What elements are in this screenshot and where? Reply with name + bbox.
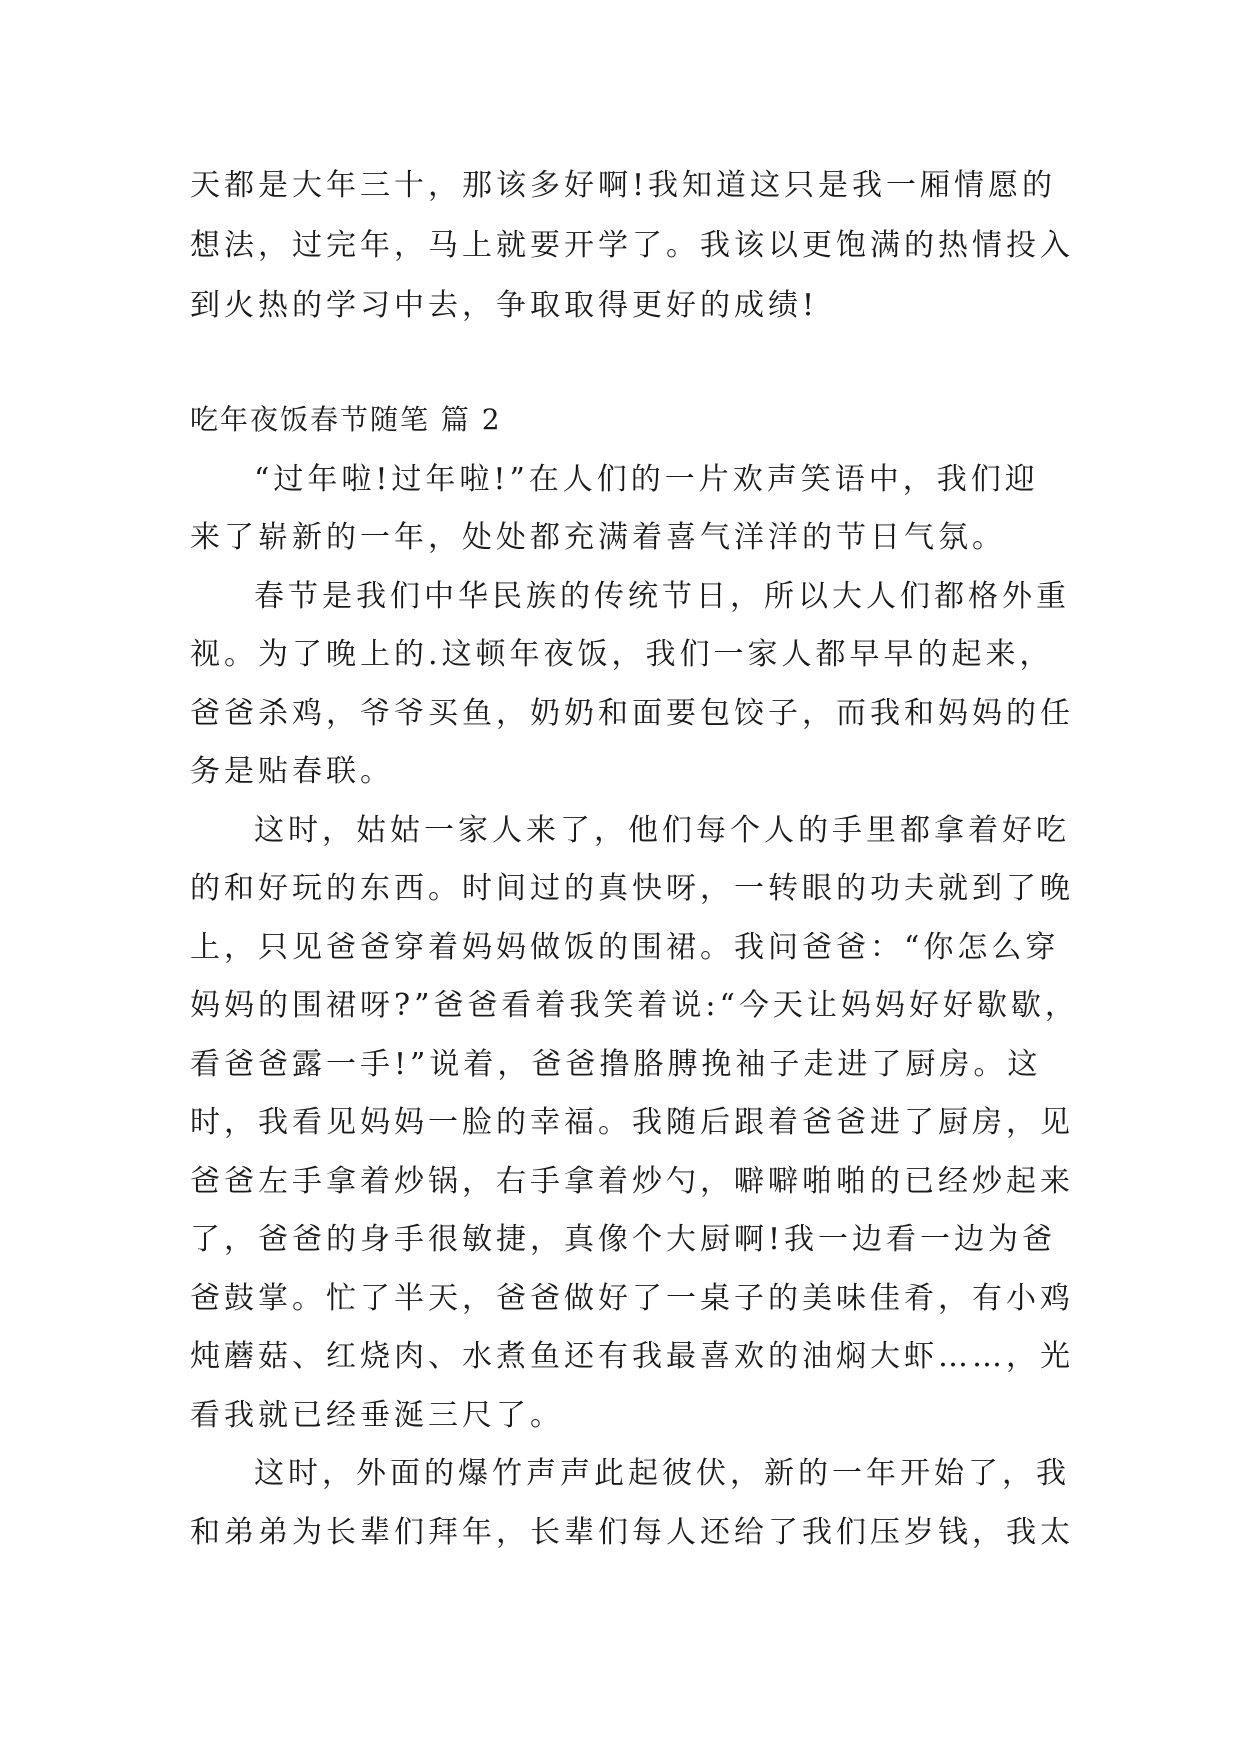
para1-line-1: “过年啦!过年啦!”在人们的一片欢声笑语中，我们迎 xyxy=(254,462,1039,497)
para2-line-4: 务是贴春联。 xyxy=(190,754,394,789)
intro-line-1: 天都是大年三十，那该多好啊!我知道这只是我一厢情愿的 xyxy=(190,168,1057,203)
intro-line-3: 到火热的学习中去，争取取得更好的成绩! xyxy=(190,288,819,323)
para3-line-11: 看我就已经垂涎三尺了。 xyxy=(190,1398,564,1433)
para3-line-4: 妈妈的围裙呀?”爸爸看着我笑着说:“今天让妈妈好好歇歇， xyxy=(190,988,1079,1023)
para4-line-2: 和弟弟为长辈们拜年，长辈们每人还给了我们压岁钱，我太 xyxy=(190,1515,1074,1550)
para3-line-9: 爸鼓掌。忙了半天，爸爸做好了一桌子的美味佳肴，有小鸡 xyxy=(190,1281,1074,1316)
para2-line-1: 春节是我们中华民族的传统节日，所以大人们都格外重 xyxy=(254,579,1070,614)
para4-line-1: 这时，外面的爆竹声声此起彼伏，新的一年开始了，我 xyxy=(254,1456,1070,1491)
para3-line-5: 看爸爸露一手!”说着，爸爸撸胳膊挽袖子走进了厨房。这 xyxy=(190,1047,1042,1082)
intro-line-2: 想法，过完年，马上就要开学了。我该以更饱满的热情投入 xyxy=(190,228,1074,263)
para3-line-3: 上，只见爸爸穿着妈妈做饭的围裙。我问爸爸：“你怎么穿 xyxy=(190,930,1060,965)
para3-line-8: 了，爸爸的身手很敏捷，真像个大厨啊!我一边看一边为爸 xyxy=(190,1222,1057,1257)
section-title: 吃年夜饭春节随笔 篇 2 xyxy=(190,403,502,436)
para3-line-10: 炖蘑菇、红烧肉、水煮鱼还有我最喜欢的油焖大虾……，光 xyxy=(190,1339,1074,1374)
para3-line-1: 这时，姑姑一家人来了，他们每个人的手里都拿着好吃 xyxy=(254,813,1070,848)
para3-line-2: 的和好玩的东西。时间过的真快呀，一转眼的功夫就到了晚 xyxy=(190,871,1074,906)
para3-line-7: 爸爸左手拿着炒锅，右手拿着炒勺，噼噼啪啪的已经炒起来 xyxy=(190,1164,1074,1199)
para3-line-6: 时，我看见妈妈一脸的幸福。我随后跟着爸爸进了厨房，见 xyxy=(190,1105,1074,1140)
para2-line-2: 视。为了晚上的.这顿年夜饭，我们一家人都早早的起来， xyxy=(190,637,1054,672)
para2-line-3: 爸爸杀鸡，爷爷买鱼，奶奶和面要包饺子，而我和妈妈的任 xyxy=(190,696,1074,731)
para1-line-2: 来了崭新的一年，处处都充满着喜气洋洋的节日气氛。 xyxy=(190,520,1006,555)
